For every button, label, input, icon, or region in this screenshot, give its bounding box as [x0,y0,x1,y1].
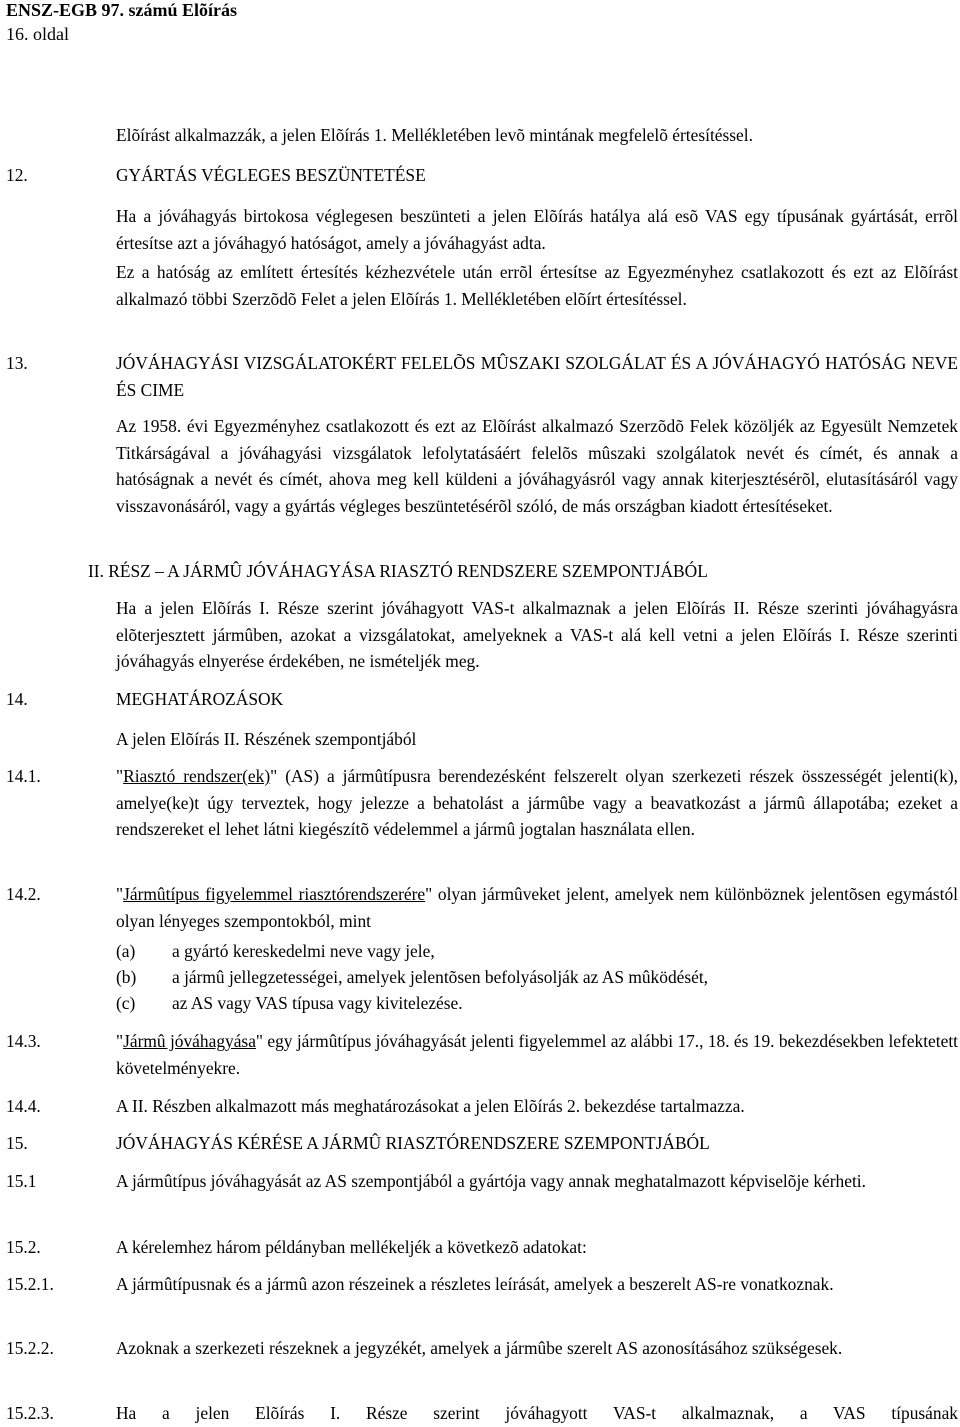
section-13-title: JÓVÁHAGYÁSI VIZSGÁLATOKÉRT FELELÕS MÛSZAKI SZOLGÁLAT ÉS A JÓVÁHAGYÓ HATÓSÁG NEVE ÉS CIME [116,353,958,400]
section-13-paragraph: Az 1958. évi Egyezményhez csatlakozott és ezt az Elõírást alkalmazó Szerzõdõ Felek közöljék az Egyesült Nemzetek Titkárságával a jóváhagyási vizsgálatok lefolytatásáért felelõs mûszaki szolgálatok nevét és címét, és annak a hatóságnak a nevét és címét, ahova meg kell küldeni a jóváhagyásról vagy annak kiterjesztésérõl, elutasításáról vagy visszavonásáról, vagy a gyártás végleges beszüntetésérõl szóló, de más országban kiadott értesítéseket. [116,416,958,516]
list-item-b-label: (b) [116,967,137,987]
part-2-title: II. RÉSZ – A JÁRMÛ JÓVÁHAGYÁSA RIASZTÓ RENDSZERE SZEMPONTJÁBÓL [88,561,708,581]
paragraph-15-1: A jármûtípus jóváhagyását az AS szempontjából a gyártója vagy annak meghatalmazott képviselõje kérheti. [116,1171,866,1191]
term-jarmu-jovahagyasa: Jármû jóváhagyása [123,1031,256,1051]
section-14-number: 14. [6,689,28,709]
definition-14-3-number: 14.3. [6,1031,41,1051]
page-number: 16. oldal [6,24,69,44]
paragraph-15-2: A kérelemhez három példányban mellékeljék a következõ adatokat: [116,1237,587,1257]
paragraph-15-2-2-number: 15.2.2. [6,1338,54,1358]
list-item-a-label: (a) [116,941,136,961]
list-item-c: az AS vagy VAS típusa vagy kivitelezése. [172,993,463,1013]
paragraph-15-1-number: 15.1 [6,1171,37,1191]
list-item-c-label: (c) [116,993,136,1013]
paragraph-15-2-1: A jármûtípusnak és a jármû azon részeinek a részletes leírását, amelyek a beszerelt AS-re vonatkoznak. [116,1274,834,1294]
paragraph-15-2-number: 15.2. [6,1237,41,1257]
definition-14-4: A II. Részben alkalmazott más meghatározásokat a jelen Elõírás 2. bekezdése tartalmazza. [116,1096,745,1116]
definition-14-4-number: 14.4. [6,1096,41,1116]
intro-line: Elõírást alkalmazzák, a jelen Elõírás 1. Mellékletében levõ mintának megfelelõ értesítéssel. [116,125,753,145]
section-15-number: 15. [6,1133,28,1153]
list-item-b: a jármû jellegzetességei, amelyek jelentõsen befolyásolják az AS mûködését, [172,967,709,987]
term-jarmutipus: Jármûtípus figyelemmel riasztórendszerére [123,884,426,904]
section-12-number: 12. [6,165,28,185]
paragraph-15-2-3: Ha a jelen Elõírás I. Része szerint jóváhagyott VAS-t alkalmaznak, a VAS típusának [116,1403,958,1423]
section-12-paragraph-1: Ha a jóváhagyás birtokosa véglegesen beszünteti a jelen Elõírás hatálya alá esõ VAS egy típusának gyártását, errõl értesítse azt a jóváhagyó hatóságot, amely a jóváhagyást adta. [116,206,958,253]
definition-14-2: "Jármûtípus figyelemmel riasztórendszerére" olyan jármûveket jelent, amelyek nem különböznek jelentõsen egymástól olyan lényeges szempontokból, mint [116,884,958,931]
section-15-title: JÓVÁHAGYÁS KÉRÉSE A JÁRMÛ RIASZTÓRENDSZERE SZEMPONTJÁBÓL [116,1133,710,1153]
paragraph-15-2-1-number: 15.2.1. [6,1274,54,1294]
section-12-paragraph-2: Ez a hatóság az említett értesítés kézhezvétele után errõl értesítse az Egyezményhez csatlakozott és ezt az Elõírást alkalmazó többi Szerzõdõ Felet a jelen Elõírás 1. Mellékletében elõírt értesítéssel. [116,262,958,309]
section-12-title: GYÁRTÁS VÉGLEGES BESZÜNTETÉSE [116,165,426,185]
definition-14-2-number: 14.2. [6,884,41,904]
paragraph-15-2-3-number: 15.2.3. [6,1403,54,1423]
definition-14-1: "Riasztó rendszer(ek)" (AS) a jármûtípusra berendezésként felszerelt olyan szerkezeti részek összességét jelenti(k), amelye(ke)t úgy terveztek, hogy jelezze a behatolást a jármûbe vagy a beavatkozást a jármû állapotába; ezeket a rendszereket el lehet látni kiegészítõ védelemmel a jármû jogtalan használata ellen. [116,766,959,839]
part-2-paragraph: Ha a jelen Elõírás I. Része szerint jóváhagyott VAS-t alkalmaznak a jelen Elõírás II. Része szerinti jóváhagyásra elõterjesztett jármûben, azokat a vizsgálatokat, amelyeknek a VAS-t alá kell vetni a jelen Elõírás I. Része szerinti jóváhagyás elnyerése érdekében, ne ismételjék meg. [116,598,958,671]
section-14-title: MEGHATÁROZÁSOK [116,689,284,709]
document-title: ENSZ-EGB 97. számú Elõírás [6,0,238,20]
term-riaszto-rendszer: Riasztó rendszer(ek) [123,766,271,786]
section-13-number: 13. [6,353,28,373]
paragraph-15-2-2: Azoknak a szerkezeti részeknek a jegyzékét, amelyek a jármûbe szerelt AS azonosításához szükségesek. [116,1338,843,1358]
list-item-a: a gyártó kereskedelmi neve vagy jele, [172,941,435,961]
section-14-subtitle: A jelen Elõírás II. Részének szempontjából [116,729,417,749]
definition-14-3: "Jármû jóváhagyása" egy jármûtípus jóváhagyását jelenti figyelemmel az alábbi 17., 18. és 19. bekezdésekben lefektetett követelményekre. [116,1031,958,1078]
definition-14-1-number: 14.1. [6,766,41,786]
